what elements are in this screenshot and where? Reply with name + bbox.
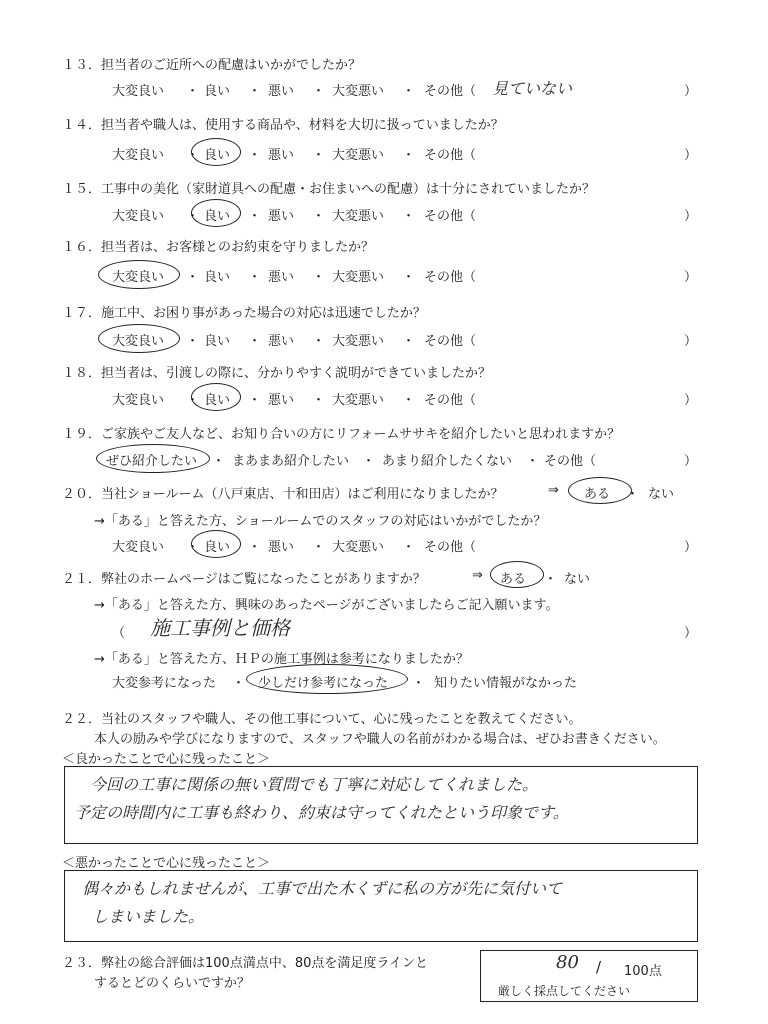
q20-option[interactable]: その他（	[424, 540, 477, 555]
q18-option[interactable]: その他（	[424, 393, 477, 408]
q13-option[interactable]: 悪い	[268, 84, 295, 99]
q16-option[interactable]: 大変悪い	[332, 270, 385, 285]
q18-sep: ・	[312, 393, 326, 408]
q19-close: ）	[684, 454, 698, 469]
q15-sep: ・	[312, 209, 326, 224]
q14-sep: ・	[402, 148, 416, 163]
q23-question: ２３．弊社の総合評価は100点満点中、80点を満足度ラインと	[62, 956, 428, 971]
q16-sep: ・	[248, 270, 262, 285]
q14-option[interactable]: 良い	[204, 148, 231, 163]
q16-close: ）	[684, 270, 698, 285]
q13-option[interactable]: 良い	[204, 84, 231, 99]
q13-sep: ・	[312, 84, 326, 99]
q16-option[interactable]: 悪い	[268, 270, 295, 285]
q20-arrow: ⇒	[548, 483, 559, 498]
q21-subquestion1: →「ある」と答えた方、興味のあったページがございましたらご記入願います。	[94, 598, 559, 613]
q16-sep: ・	[186, 270, 200, 285]
q16-option[interactable]: その他（	[424, 270, 477, 285]
q14-option[interactable]: 悪い	[268, 148, 295, 163]
q16-sep: ・	[312, 270, 326, 285]
q22-good-label: ＜良かったことで心に残ったこと＞	[62, 752, 271, 767]
q15-option[interactable]: その他（	[424, 209, 477, 224]
q13-option[interactable]: 大変悪い	[332, 84, 385, 99]
q18-close: ）	[684, 393, 698, 408]
q17-option[interactable]: 良い	[204, 334, 231, 349]
q18-question: １８．担当者は、引渡しの際に、分かりやすく説明ができていましたか？	[62, 366, 492, 381]
q15-option[interactable]: 大変良い	[112, 209, 165, 224]
q23-max-score: 100点	[624, 964, 662, 979]
q20-sep: ・	[248, 540, 262, 555]
q21-sep: ・	[412, 676, 426, 691]
q20-no[interactable]: ない	[648, 487, 675, 502]
q16-sep: ・	[402, 270, 416, 285]
q19-option[interactable]: まあまあ紹介したい	[232, 454, 350, 469]
q22-good-handwritten-line2: 予定の時間内に工事も終わり、約束は守ってくれたという印象です。	[74, 803, 569, 822]
q15-close: ）	[684, 209, 698, 224]
q19-sep: ・	[362, 454, 376, 469]
q14-option[interactable]: 大変悪い	[332, 148, 385, 163]
q20-option[interactable]: 大変良い	[112, 540, 165, 555]
q14-option[interactable]: 大変良い	[112, 148, 165, 163]
q20-subquestion: →「ある」と答えた方、ショールームでのスタッフの対応はいかがでしたか？	[94, 514, 547, 529]
q15-question: １５．工事中の美化（家財道具への配慮・お住まいへの配慮）は十分にされていましたか？	[62, 182, 596, 197]
q19-sep: ・	[526, 454, 540, 469]
q22-question-line2: 本人の励みや学びになりますので、スタッフや職人の名前がわかる場合は、ぜひお書きください。	[94, 732, 666, 747]
q18-option[interactable]: 悪い	[268, 393, 295, 408]
q21-arrow: ⇒	[472, 568, 483, 583]
q14-question: １４．担当者や職人は、使用する商品や、材料を大切に扱っていましたか？	[62, 118, 504, 133]
q17-close: ）	[684, 334, 698, 349]
q21-sep: ・	[544, 572, 558, 587]
q13-sep: ・	[248, 84, 262, 99]
q15-option[interactable]: 良い	[204, 209, 231, 224]
q21-no[interactable]: ない	[564, 572, 591, 587]
q16-option[interactable]: 良い	[204, 270, 231, 285]
q15-sep: ・	[248, 209, 262, 224]
q15-option[interactable]: 悪い	[268, 209, 295, 224]
q22-bad-handwritten-line2: しまいました。	[92, 907, 205, 926]
q19-sep: ・	[212, 454, 226, 469]
q17-option[interactable]: その他（	[424, 334, 477, 349]
q20-question: ２０．当社ショールーム（八戸東店、十和田店）はご利用になりましたか？	[62, 487, 504, 502]
q17-sep: ・	[248, 334, 262, 349]
q22-question: ２２．当社のスタッフや職人、その他工事について、心に残ったことを教えてください。	[62, 712, 582, 727]
q16-option[interactable]: 大変良い	[112, 270, 165, 285]
q14-sep: ・	[248, 148, 262, 163]
q20-sep: ・	[402, 540, 416, 555]
q18-sep: ・	[402, 393, 416, 408]
q20-close: ）	[684, 540, 698, 555]
q15-option[interactable]: 大変悪い	[332, 209, 385, 224]
q20-sep: ・	[186, 540, 200, 555]
q21-open-paren: （	[112, 626, 126, 641]
q20-option[interactable]: 良い	[204, 540, 231, 555]
q23-score[interactable]: 80	[556, 952, 579, 973]
q17-option[interactable]: 大変悪い	[332, 334, 385, 349]
q15-sep: ・	[186, 209, 200, 224]
q23-note: 厳しく採点してください	[498, 984, 631, 998]
q13-question: １３．担当者のご近所への配慮はいかがでしたか？	[62, 58, 362, 73]
q18-option[interactable]: 良い	[204, 393, 231, 408]
q22-bad-label: ＜悪かったことで心に残ったこと＞	[62, 856, 271, 871]
q20-sep: ・	[626, 487, 640, 502]
q17-sep: ・	[186, 334, 200, 349]
q18-sep: ・	[186, 393, 200, 408]
q19-option[interactable]: ぜひ紹介したい	[106, 454, 198, 469]
q14-close: ）	[684, 148, 698, 163]
q21-close: ）	[684, 626, 698, 641]
q21-option[interactable]: 知りたい情報がなかった	[434, 676, 578, 691]
q17-sep: ・	[312, 334, 326, 349]
q17-sep: ・	[402, 334, 416, 349]
q19-question: １９．ご家族やご友人など、お知り合いの方にリフォームササキを紹介したいと思われますか？	[62, 427, 621, 442]
q21-question: ２１．弊社のホームページはご覧になったことがありますか？	[62, 572, 426, 587]
q20-option[interactable]: 悪い	[268, 540, 295, 555]
q17-question: １７．施工中、お困り事があった場合の対応は迅速でしたか？	[62, 306, 426, 321]
q23-slash: /	[596, 958, 602, 976]
q21-subquestion2: →「ある」と答えた方、ＨＰの施工事例は参考になりましたか？	[94, 652, 469, 667]
q21-yes[interactable]: ある	[500, 572, 527, 587]
q19-option[interactable]: その他（	[544, 454, 597, 469]
q14-sep: ・	[186, 148, 200, 163]
q20-option[interactable]: 大変悪い	[332, 540, 385, 555]
q23-question-line2: するとどのくらいですか？	[94, 976, 251, 991]
q19-option[interactable]: あまり紹介したくない	[382, 454, 513, 469]
q18-sep: ・	[248, 393, 262, 408]
q21-handwritten: 施工事例と価格	[150, 616, 290, 640]
q22-good-handwritten-line1: 今回の工事に関係の無い質問でも丁寧に対応してくれました。	[90, 775, 539, 794]
q21-option[interactable]: 少しだけ参考になった	[258, 676, 389, 691]
q13-handwritten: 見ていない	[492, 79, 573, 98]
q18-option[interactable]: 大変悪い	[332, 393, 385, 408]
q13-option[interactable]: その他（	[424, 84, 477, 99]
q20-sep: ・	[312, 540, 326, 555]
q21-sep: ・	[232, 676, 246, 691]
q13-option[interactable]: 大変良い	[112, 84, 165, 99]
q14-option[interactable]: その他（	[424, 148, 477, 163]
q17-option[interactable]: 悪い	[268, 334, 295, 349]
q20-yes[interactable]: ある	[584, 487, 611, 502]
q14-sep: ・	[312, 148, 326, 163]
q21-option[interactable]: 大変参考になった	[112, 676, 217, 691]
q18-option[interactable]: 大変良い	[112, 393, 165, 408]
q17-option[interactable]: 大変良い	[112, 334, 165, 349]
q13-sep: ・	[186, 84, 200, 99]
q16-question: １６．担当者は、お客様とのお約束を守りましたか？	[62, 240, 375, 255]
q13-sep: ・	[402, 84, 416, 99]
q22-bad-handwritten-line1: 偶々かもしれませんが、工事で出た木くずに私の方が先に気付いて	[82, 879, 563, 898]
q15-sep: ・	[402, 209, 416, 224]
q13-close: ）	[684, 84, 698, 99]
